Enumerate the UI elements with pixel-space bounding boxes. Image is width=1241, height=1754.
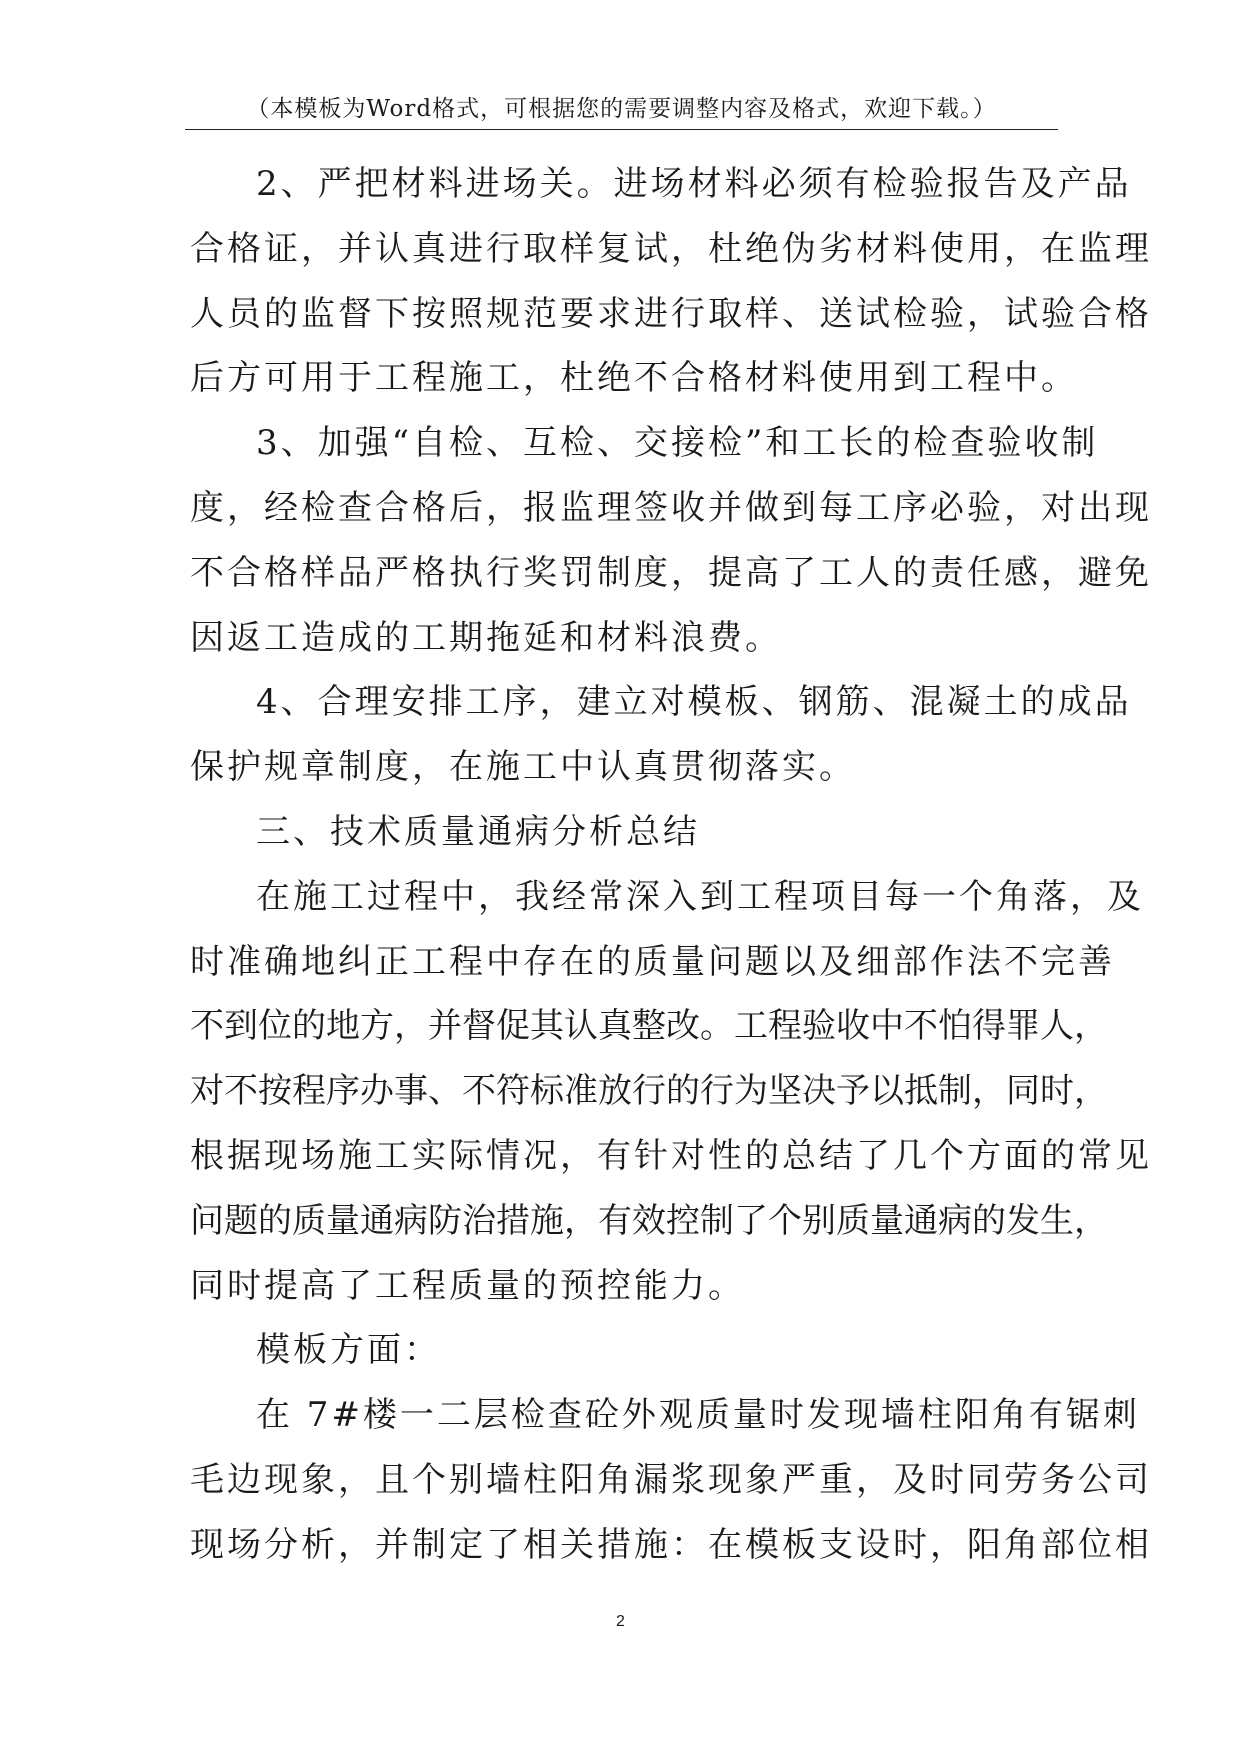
template-note-header: （本模板为Word格式，可根据您的需要调整内容及格式，欢迎下载。）	[246, 96, 997, 122]
paragraph-line: 不合格样品严格执行奖罚制度，提高了工人的责任感，避免	[190, 552, 1152, 593]
document-body	[190, 152, 1152, 1578]
section-heading: 三、技术质量通病分析总结	[256, 811, 700, 852]
paragraph-line: 对不按程序办事、不符标准放行的行为坚决予以抵制，同时，	[190, 1071, 1108, 1112]
paragraph-line: 同时提高了工程质量的预控能力。	[190, 1265, 745, 1306]
paragraph-line: 4、合理安排工序，建立对模板、钢筋、混凝土的成品	[256, 682, 1132, 723]
paragraph-line: 因返工造成的工期拖延和材料浪费。	[190, 617, 782, 658]
paragraph-line: 在 7#楼一二层检查砼外观质量时发现墙柱阳角有锯刺	[256, 1395, 1140, 1436]
paragraph-line: 根据现场施工实际情况，有针对性的总结了几个方面的常见	[190, 1135, 1152, 1176]
paragraph-line: 现场分析，并制定了相关措施：在模板支设时，阳角部位相	[190, 1524, 1152, 1565]
paragraph-line: 度，经检查合格后，报监理签收并做到每工序必验，对出现	[190, 487, 1152, 528]
paragraph-line: 2、严把材料进场关。进场材料必须有检验报告及产品	[256, 164, 1132, 204]
header-divider	[185, 129, 1058, 130]
paragraph-line: 问题的质量通病防治措施，有效控制了个别质量通病的发生，	[190, 1200, 1108, 1241]
page-number: 2	[616, 1613, 625, 1630]
paragraph-line: 合格证，并认真进行取样复试，杜绝伪劣材料使用，在监理	[190, 228, 1152, 269]
paragraph-line: 毛边现象，且个别墙柱阳角漏浆现象严重，及时同劳务公司	[190, 1459, 1152, 1500]
paragraph-line: 人员的监督下按照规范要求进行取样、送试检验，试验合格	[190, 293, 1152, 334]
paragraph-line: 不到位的地方，并督促其认真整改。工程验收中不怕得罪人，	[190, 1006, 1108, 1047]
paragraph-line: 后方可用于工程施工，杜绝不合格材料使用到工程中。	[190, 358, 1078, 399]
paragraph-line: 3、加强“自检、互检、交接检”和工长的检查验收制	[256, 423, 1099, 464]
paragraph-line: 时准确地纠正工程中存在的质量问题以及细部作法不完善	[190, 941, 1115, 982]
paragraph-line: 在施工过程中，我经常深入到工程项目每一个角落，及	[256, 876, 1144, 917]
subsection-heading: 模板方面：	[256, 1330, 441, 1371]
paragraph-line: 保护规章制度，在施工中认真贯彻落实。	[190, 747, 856, 788]
